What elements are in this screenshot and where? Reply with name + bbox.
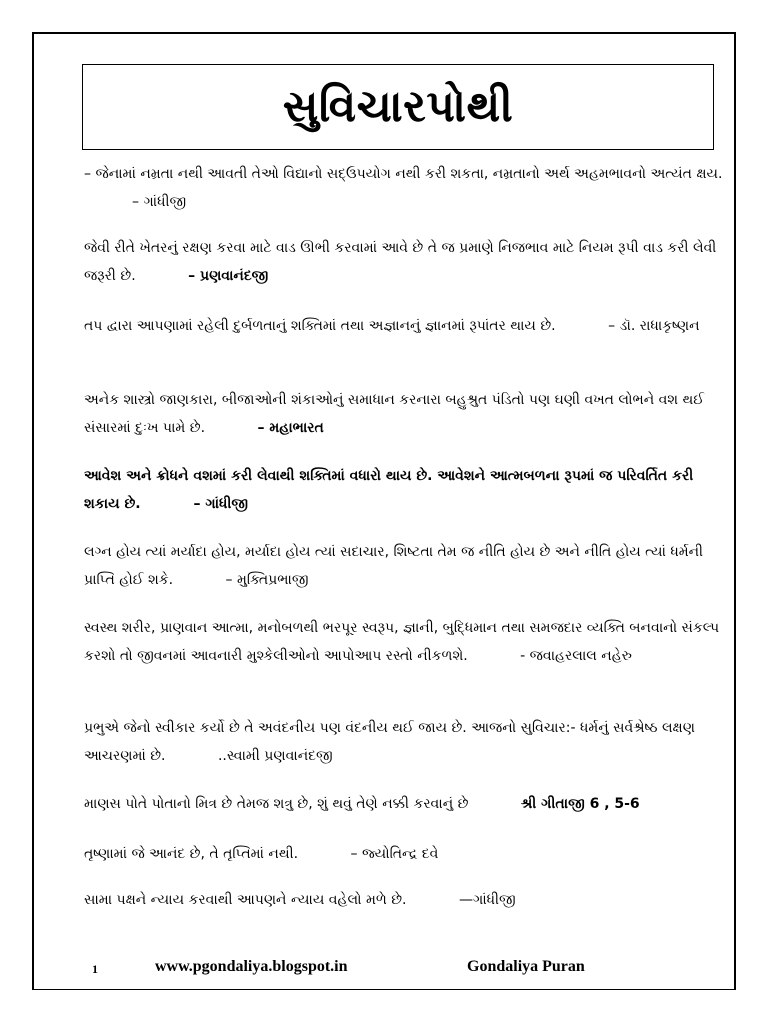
quote-text: સ્વસ્થ શરીર, પ્રાણવાન આત્મા, મનોબળથી ભરપૂર સ્વરૂપ, જ્ઞાની, બુદ્ધિમાન તથા સમજદાર વ્યક્તિ બનવાનો સંકલ્પ કરશો તો જીવનમાં આવનારી મુશ્કેલીઓનો આપોઆપ રસ્તો નીકળશે. [84,620,720,664]
quote-author: – જ્યોતિન્દ્ર દવે [350,846,439,862]
page-title: સુવિચારપોથી [282,81,514,132]
quote-author: – પ્રણવાનંદજી [188,268,269,284]
quote-author: શ્રી ગીતાજી 6 , 5-6 [520,796,640,812]
quote-item [84,714,724,770]
quote-author: – મહાભારત [257,420,324,436]
page-footer [0,958,768,982]
quote-item [84,840,724,868]
quote-text: સામા પક્ષને ન્યાય કરવાથી આપણને ન્યાય વહેલો મળે છે. [84,892,407,908]
quote-author: —ગાંધીજી [458,892,516,908]
quote-text: તપ દ્વારા આપણામાં રહેલી દુર્બળતાનું શક્તિમાં તથા અજ્ઞાનનું જ્ઞાનમાં રૂપાંતર થાય છે. [84,318,556,334]
quote-item [84,234,724,290]
quote-text: આવેશ અને ક્રોધને વશમાં કરી લેવાથી શક્તિમાં વધારો થાય છે. આવેશને આત્મબળના રૂપમાં જ પરિવર્તિત કરી શકાય છે. [84,468,694,512]
quote-author: – ગાંધીજી [193,496,249,512]
quote-text: પ્રભુએ જેનો સ્વીકાર કર્યો છે તે અવંદનીય પણ વંદનીય થઈ જાય છે. આજનો સુવિચાર:- ધર્મનું સર્વશ્રેષ્ઠ લક્ષણ આચરણમાં છે. [84,720,695,764]
quote-author: – મુક્તિપ્રભાજી [225,572,309,588]
quote-text: જેવી રીતે ખેતરનું રક્ષણ કરવા માટે વાડ ઊભી કરવામાં આવે છે તે જ પ્રમાણે નિજભાવ માટે નિયમ રૂપી વાડ કરી લેવી જરૂરી છે. [84,240,717,284]
quote-item [84,538,724,594]
quote-author: - જવાહરલાલ નહેરુ [520,648,632,664]
quote-item [84,614,724,670]
quote-item [84,312,724,340]
footer-author-name: Gondaliya Puran [467,958,585,975]
title-box [82,64,714,150]
quote-item [84,160,724,216]
quote-text: અનેક શાસ્ત્રો જાણકારા, બીજાઓની શંકાઓનું સમાધાન કરનારા બહુશ્રુત પંડિતો પણ ઘણી વખત લોભને વશ થઈ સંસારમાં દુઃખ પામે છે. [84,392,705,436]
quote-author: – ગાંધીજી [132,194,187,210]
quote-item [84,462,724,518]
quote-item [84,386,724,442]
quote-text: માણસ પોતે પોતાનો મિત્ર છે તેમજ શત્રુ છે, શું થવું તેણે નક્કી કરવાનું છે [84,796,469,812]
quote-author: ..સ્વામી પ્રણવાનંદજી [217,748,333,764]
quote-item [84,790,724,818]
quote-author: – ડૉ. રાધાકૃષ્ણન [608,318,700,334]
quote-item [84,886,724,914]
quote-text: તૃષ્ણામાં જે આનંદ છે, તે તૃપ્તિમાં નથી. [84,846,299,862]
footer-url: www.pgondaliya.blogspot.in [155,958,348,975]
quote-text: – જેનામાં નમ્રતા નથી આવતી તેઓ વિદ્યાનો સદ્‍ઉપયોગ નથી કરી શકતા, નમ્રતાનો અર્થ અહમભાવનો અત્યંત ક્ષય. [84,166,723,182]
page-number: 1 [92,962,98,976]
quote-text: લગ્ન હોય ત્યાં મર્યાદા હોય, મર્યાદા હોય ત્યાં સદાચાર, શિષ્ટતા તેમ જ નીતિ હોય છે અને નીતિ હોય ત્યાં ધર્મની પ્રાપ્તિ હોઈ શકે. [84,544,704,588]
